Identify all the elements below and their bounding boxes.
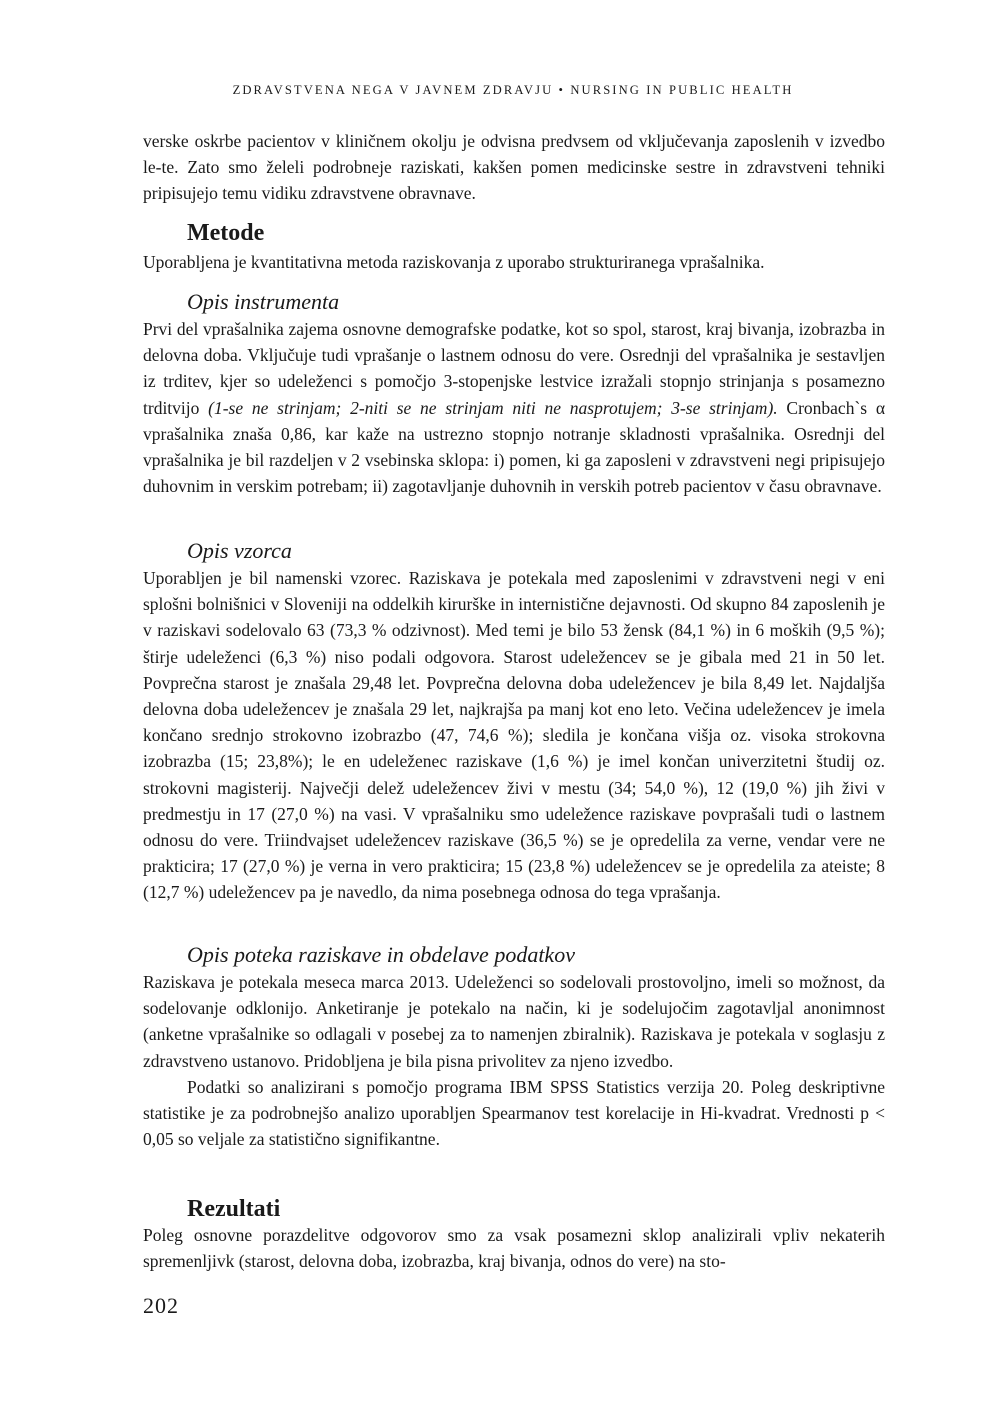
- opis-vzorca-block: [143, 565, 885, 906]
- opis-instrumenta-text-before: Prvi del vprašalnika zajema osnovne demografske podatke, kot so spol, starost, kraj bivanja, izobrazba in delovna doba. Vključuje tudi vprašanje o lastnem odnosu do vere. Osrednji del vprašalnika je sestavljen iz trditev, kjer so udeleženci s pomočjo 3-stopenjske lestvice izražali stopnjo strinjanja s posamezno trditvijo: [143, 319, 885, 418]
- likert-scale-italic: (1-se ne strinjam; 2-niti se ne strinjam niti ne nasprotujem; 3-se strinjam).: [208, 397, 778, 418]
- subsection-heading-opis-instrumenta: Opis instrumenta: [187, 289, 340, 314]
- intro-paragraph: verske oskrbe pacientov v kliničnem okolju je odvisna predvsem od vključevanja zaposlenih v izvedbo le-te. Zato smo želeli podrobneje raziskati, kakšen pomen medicinske sestre in zdravstveni tehniki pripisujejo temu vidiku zdravstvene obravnave.: [143, 131, 885, 204]
- page-number: 202: [143, 1293, 179, 1318]
- section-heading-rezultati: Rezultati: [187, 1196, 281, 1222]
- opis-vzorca-paragraph: Uporabljen je bil namenski vzorec. Raziskava je potekala med zaposlenimi v zdravstveni negi v eni splošni bolnišnici v Sloveniji na oddelkih kirurške in internistične dejavnosti. Od skupno 84 zaposlenih je v raziskavi sodelovalo 63 (73,3 % odzivnost). Med temi je bilo 53 žensk (84,1 %) in 6 moških (9,5 %); štirje udeleženci (6,3 %) niso podali odgovora. Starost udeležencev se je gibala med 21 in 50 let. Povprečna starost je znašala 29,48 let. Povprečna delovna doba udeležencev je bila 8,49 let. Najdaljša delovna doba udeležencev je znašala 29 let, najkrajša pa manj kot eno leto. Večina udeležencev je imela končano srednjo strokovno izobrazbo (47, 74,6 %); sledila je končana višja oz. visoka strokovna izobrazba (15; 23,8%); le en udeleženec raziskave (1,6 %) je imel končan univerzitetni študij oz. strokovni magisterij. Največji delež udeležencev živi v mestu (34; 54,0 %), 12 (19,0 %) jih živi v predmestju in 17 (27,0 %) na vasi. V vprašalniku smo udeležence raziskave povprašali tudi o lastnem odnosu do vere. Triindvajset udeležencev raziskave (36,5 %) se je opredelila za verne, vendar vere ne prakticira; 17 (27,0 %) je verna in vero prakticira; 15 (23,8 %) udeležencev se je opredelila za ateiste; 8 (12,7 %) udeležencev pa je navedlo, da nima posebnega odnosa do tega vprašanja.: [143, 568, 885, 903]
- intro-paragraph-block: [143, 128, 885, 207]
- running-header: ZDRAVSTVENA NEGA V JAVNEM ZDRAVJU • NURSING IN PUBLIC HEALTH: [232, 83, 794, 97]
- rezultati-block: [143, 1222, 885, 1274]
- subsection-heading-opis-poteka: Opis poteka raziskave in obdelave podatkov: [187, 942, 575, 967]
- rezultati-paragraph: Poleg osnovne porazdelitve odgovorov smo za vsak posamezni sklop analizirali vpliv nekaterih spremenljivk (starost, delovna doba, izobrazba, kraj bivanja, odnos do vere) na sto-: [143, 1225, 885, 1272]
- opis-poteka-paragraph-2: Podatki so analizirani s pomočjo programa IBM SPSS Statistics verzija 20. Poleg deskriptivne statistike je za podrobnejšo analizo uporabljen Spearmanov test korelacije in Hi-kvadrat. Vrednosti p < 0,05 so veljale za statistično signifikantne.: [143, 1076, 885, 1150]
- opis-poteka-block: [143, 969, 885, 1152]
- subsection-heading-opis-vzorca: Opis vzorca: [187, 538, 292, 563]
- opis-poteka-paragraph-1: Raziskava je potekala meseca marca 2013. Udeleženci so sodelovali prostovoljno, imeli so možnost, da sodelovanje odklonijo. Anketiranje je potekalo na način, ki je sodelujočim zagotavljal anonimnost (anketne vprašalnike so odlagali v posebej za to namenjen zbiralnik). Raziskava je potekala v soglasju z zdravstveno ustanovo. Pridobljena je bila pisna privolitev za njeno izvedbo.: [143, 972, 885, 1071]
- section-heading-metode: Metode: [187, 220, 265, 246]
- opis-instrumenta-paragraph: [143, 316, 885, 499]
- opis-instrumenta-text-after: Cronbach`s α vprašalnika znaša 0,86, kar kaže na ustrezno stopnjo notranje skladnosti vprašalnika. Osrednji del vprašalnika je bil razdeljen v 2 vsebinska sklopa: i) pomen, ki ga zaposleni v zdravstveni negi pripisujejo duhovnim in verskim potrebam; ii) zagotavljanje duhovnih in verskih potreb pacientov v času obravnave.: [143, 397, 885, 497]
- metode-paragraph: Uporabljena je kvantitativna metoda raziskovanja z uporabo strukturiranega vprašalnika.: [143, 252, 765, 272]
- metode-block: [143, 249, 885, 275]
- opis-instrumenta-block: [143, 316, 885, 499]
